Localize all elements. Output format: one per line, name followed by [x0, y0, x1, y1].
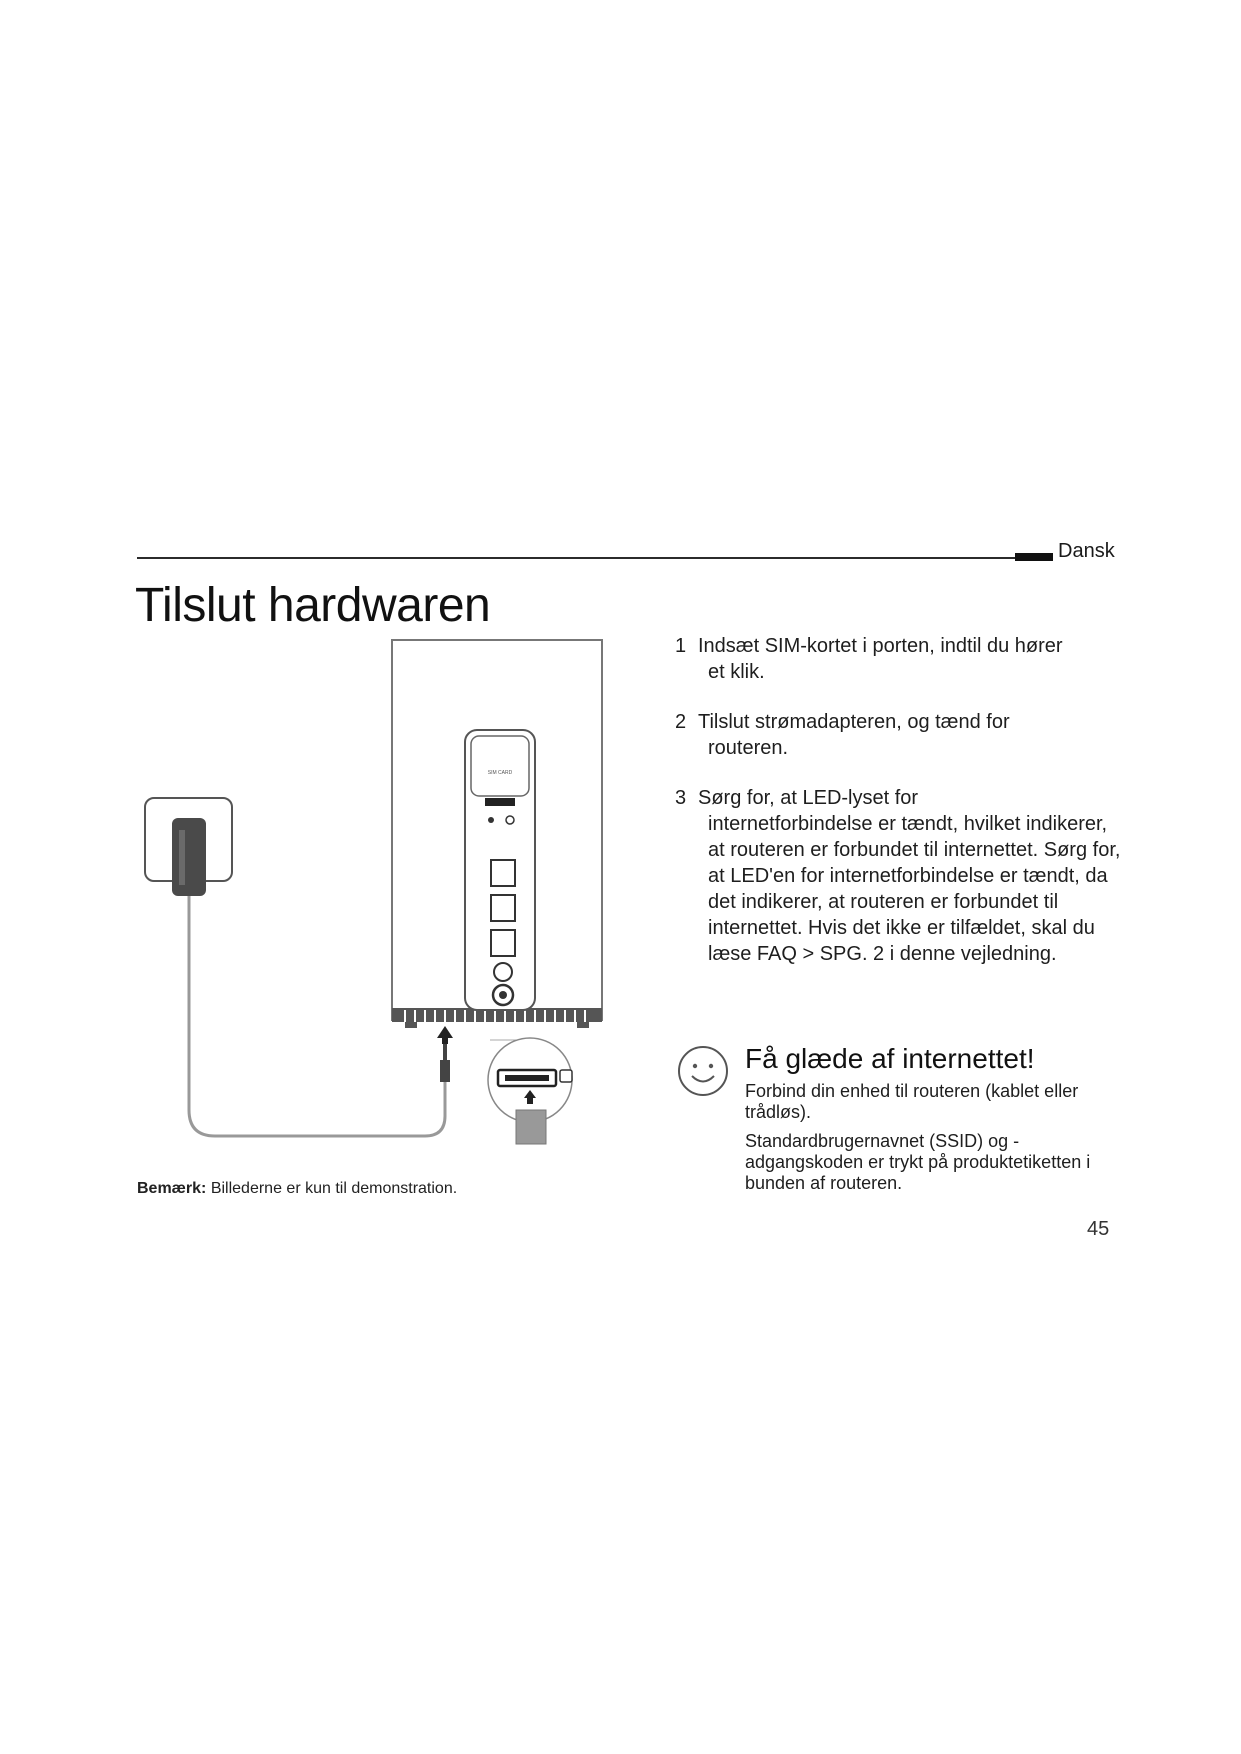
- power-plug: [440, 1042, 450, 1082]
- smiley-icon: [677, 1045, 729, 1097]
- arrow-up-icon: [437, 1026, 453, 1044]
- enjoy-paragraph-credentials: Standardbrugernavnet (SSID) og -adgangskoden er trykt på produktetiketten i bunden af routeren.: [745, 1131, 1091, 1193]
- step-number: 1: [675, 635, 687, 657]
- page-number: 45: [1087, 1218, 1110, 1240]
- step-number: 3: [675, 787, 687, 809]
- enjoy-heading: Få glæde af internettet!: [745, 1043, 1035, 1074]
- step-text-rest: internetforbindelse er tændt, hvilket indikerer, at routeren er forbundet til internettet. Sørg for, at LED'en for internetforbindelse er tændt, da det indikerer, at routeren er forbundet til internettet. Hvis det ikke er tilfældet, skal du læse FAQ > SPG. 2 i denne vejledning.: [708, 813, 1121, 965]
- language-label: Dansk: [1058, 540, 1115, 562]
- sim-card-label: SIM CARD: [487, 770, 513, 776]
- step-2: [675, 709, 1125, 761]
- sim-card-callout: [488, 1038, 572, 1144]
- step-text-line1: Sørg for, at LED-lyset for: [698, 787, 919, 809]
- enjoy-paragraph-connect: Forbind din enhed til routeren (kablet eller trådløs).: [745, 1081, 1079, 1122]
- step-number: 2: [675, 711, 687, 733]
- step-text-rest: routeren.: [708, 737, 789, 759]
- header-rule-marker: [1015, 553, 1053, 561]
- power-adapter: [172, 818, 206, 896]
- step-text-rest: et klik.: [708, 661, 765, 683]
- step-1: [675, 633, 1125, 685]
- header-rule: [137, 557, 1015, 559]
- router: [392, 640, 602, 1028]
- step-text-line1: Tilslut strømadapteren, og tænd for: [698, 711, 1010, 733]
- note-label: Bemærk:: [137, 1180, 207, 1197]
- note-text: Billederne er kun til demonstration.: [210, 1180, 458, 1197]
- page-title: Tilslut hardwaren: [135, 579, 491, 632]
- step-text-line1: Indsæt SIM-kortet i porten, indtil du hører: [698, 635, 1063, 657]
- setup-steps: [675, 633, 1125, 991]
- step-3: [675, 785, 1125, 967]
- demonstration-note: [137, 1180, 457, 1198]
- hardware-illustration: [135, 630, 635, 1170]
